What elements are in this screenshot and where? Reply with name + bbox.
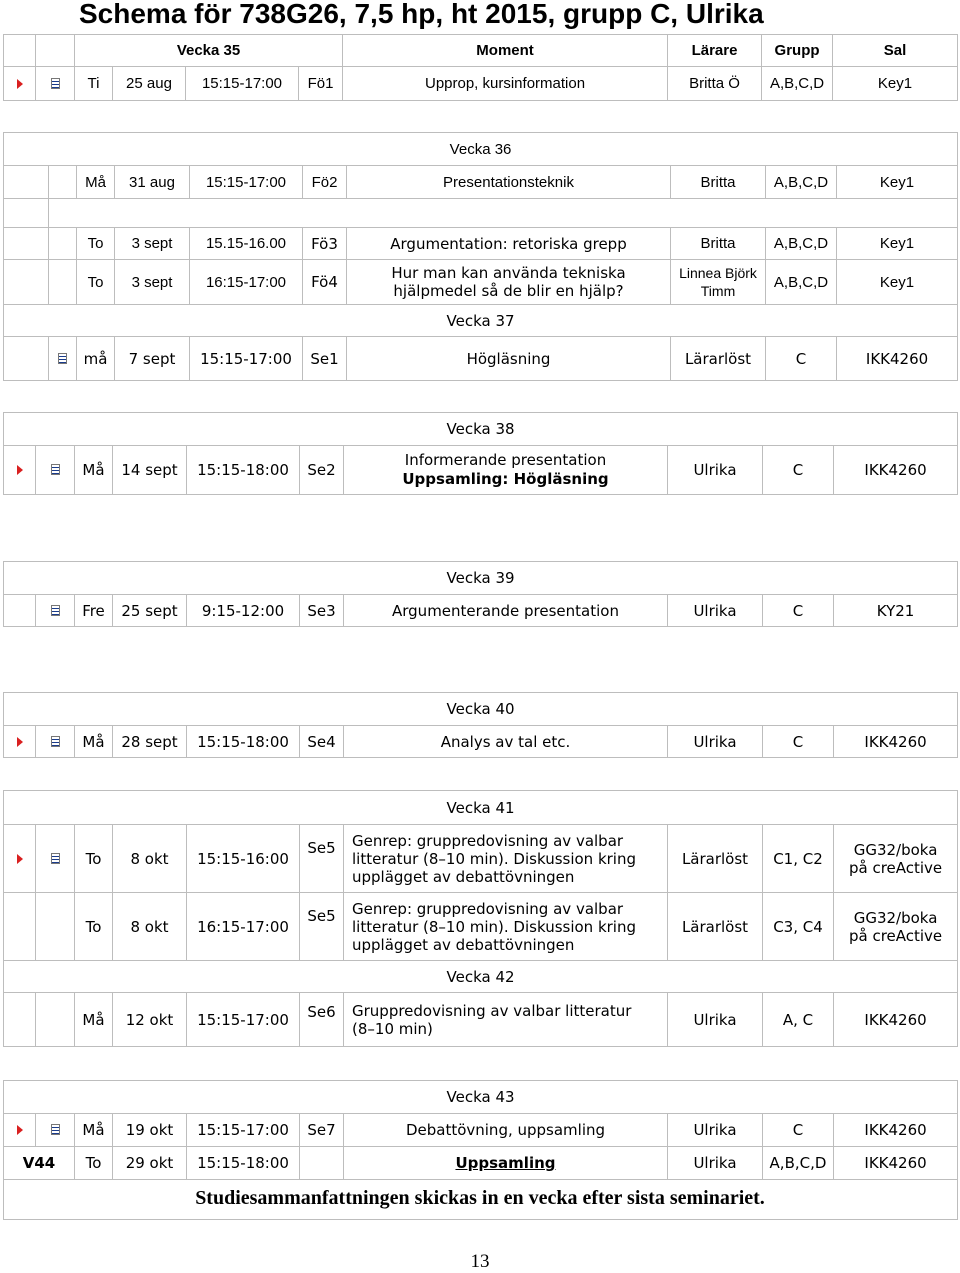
week-heading: Vecka 42	[4, 961, 958, 993]
time-cell: 15:15-16:00	[187, 825, 300, 893]
time-cell: 15:15-17:00	[187, 993, 300, 1047]
spacer-row	[4, 199, 958, 228]
room-cell: IKK4260	[834, 1147, 958, 1180]
document-icon[interactable]	[58, 353, 67, 364]
room-cell: IKK4260	[834, 1114, 958, 1147]
time-cell: 15:15-18:00	[187, 446, 300, 495]
page-number: 13	[470, 1251, 490, 1272]
document-icon[interactable]	[51, 464, 60, 475]
column-header-group: Grupp	[762, 35, 833, 67]
day-cell: To	[75, 1147, 113, 1180]
week-row	[4, 562, 958, 595]
group-cell: C	[763, 1114, 834, 1147]
time-cell: 15:15-18:00	[187, 1147, 300, 1180]
expand-arrow-icon[interactable]	[17, 737, 23, 747]
date-cell: 25 sept	[113, 595, 187, 627]
document-icon[interactable]	[51, 78, 60, 89]
column-header-room: Sal	[833, 35, 958, 67]
page-title: Schema för 738G26, 7,5 hp, ht 2015, grupp C, Ulrika	[79, 0, 764, 29]
week-row	[4, 305, 958, 337]
header-row	[4, 35, 958, 67]
schedule-block-week36-37	[3, 132, 958, 381]
date-cell: 31 aug	[115, 166, 190, 199]
table-row[interactable]	[4, 228, 958, 260]
code-cell: Se3	[300, 595, 344, 627]
moment-cell: Uppsamling	[344, 1147, 668, 1180]
moment-cell: Upprop, kursinformation	[343, 67, 668, 101]
code-cell: Se1	[303, 337, 347, 381]
week-heading: Vecka 39	[4, 562, 958, 595]
time-cell: 15:15-18:00	[187, 726, 300, 758]
time-cell: 16:15-17:00	[187, 893, 300, 961]
day-cell: To	[77, 260, 115, 305]
expand-arrow-icon[interactable]	[17, 854, 23, 864]
week-heading: Vecka 38	[4, 413, 958, 446]
room-cell: Key1	[837, 260, 958, 305]
group-cell: C	[763, 446, 834, 495]
moment-cell: Analys av tal etc.	[344, 726, 668, 758]
teacher-cell: Linnea Björk Timm	[671, 260, 766, 305]
moment-cell: Argumentation: retoriska grepp	[347, 228, 671, 260]
teacher-cell: Britta Ö	[668, 67, 762, 101]
date-cell: 3 sept	[115, 228, 190, 260]
time-cell: 15.15-16.00	[190, 228, 303, 260]
room-cell: GG32/boka på creActive	[834, 893, 958, 961]
moment-line: Informerande presentation	[404, 451, 607, 469]
group-cell: A,B,C,D	[766, 166, 837, 199]
moment-cell: Genrep: gruppredovisning av valbar litteratur (8–10 min). Diskussion kring upplägget av debattövningen	[344, 893, 668, 961]
table-row[interactable]	[4, 337, 958, 381]
moment-cell: Högläsning	[347, 337, 671, 381]
code-cell: Se5	[300, 893, 344, 961]
group-cell: A,B,C,D	[762, 67, 833, 101]
week-heading: Vecka 36	[4, 133, 958, 166]
room-cell: IKK4260	[834, 446, 958, 495]
teacher-cell: Britta	[671, 228, 766, 260]
column-header-moment: Moment	[343, 35, 668, 67]
group-cell: A,B,C,D	[766, 228, 837, 260]
group-cell: A,B,C,D	[763, 1147, 834, 1180]
date-cell: 8 okt	[113, 825, 187, 893]
group-cell: C	[766, 337, 837, 381]
week-heading: Vecka 37	[4, 305, 958, 337]
teacher-cell: Britta	[671, 166, 766, 199]
day-cell: To	[75, 825, 113, 893]
week-row	[4, 1081, 958, 1114]
time-cell: 15:15-17:00	[190, 166, 303, 199]
day-cell: Må	[75, 1114, 113, 1147]
table-row[interactable]	[4, 260, 958, 305]
group-cell: C	[763, 595, 834, 627]
moment-cell: Gruppredovisning av valbar litteratur (8–10 min)	[344, 993, 668, 1047]
day-cell: Ti	[75, 67, 113, 101]
week-row	[4, 133, 958, 166]
teacher-cell: Ulrika	[668, 993, 763, 1047]
code-cell: Se4	[300, 726, 344, 758]
date-cell: 12 okt	[113, 993, 187, 1047]
table-row[interactable]	[4, 595, 958, 627]
date-cell: 14 sept	[113, 446, 187, 495]
code-cell: Fö2	[303, 166, 347, 199]
teacher-cell: Ulrika	[668, 726, 763, 758]
code-cell: Se7	[300, 1114, 344, 1147]
expand-arrow-icon[interactable]	[17, 1125, 23, 1135]
room-cell: IKK4260	[834, 993, 958, 1047]
week-row	[4, 961, 958, 993]
date-cell: 8 okt	[113, 893, 187, 961]
table-row[interactable]	[4, 67, 958, 101]
date-cell: 28 sept	[113, 726, 187, 758]
schedule-block-week41-42	[3, 790, 958, 1047]
table-row[interactable]	[4, 726, 958, 758]
document-icon[interactable]	[51, 605, 60, 616]
document-icon[interactable]	[51, 736, 60, 747]
date-cell: 7 sept	[115, 337, 190, 381]
code-cell: Se6	[300, 993, 344, 1047]
table-row[interactable]	[4, 893, 958, 961]
moment-line-bold: Uppsamling: Högläsning	[402, 470, 609, 488]
day-cell: Må	[75, 446, 113, 495]
moment-cell	[344, 446, 668, 495]
week-heading: Vecka 40	[4, 693, 958, 726]
room-cell: Key1	[833, 67, 958, 101]
table-row[interactable]	[4, 446, 958, 495]
time-cell: 9:15-12:00	[187, 595, 300, 627]
expand-arrow-icon[interactable]	[17, 79, 23, 89]
day-cell: Fre	[75, 595, 113, 627]
footer-note: Studiesammanfattningen skickas in en vecka efter sista seminariet.	[195, 1187, 765, 1209]
week-heading: Vecka 41	[4, 791, 958, 825]
group-cell: A, C	[763, 993, 834, 1047]
teacher-cell: Lärarlöst	[668, 893, 763, 961]
moment-cell: Debattövning, uppsamling	[344, 1114, 668, 1147]
teacher-cell: Ulrika	[668, 446, 763, 495]
room-cell: KY21	[834, 595, 958, 627]
document-icon[interactable]	[51, 853, 60, 864]
teacher-cell: Ulrika	[668, 1114, 763, 1147]
date-cell: 29 okt	[113, 1147, 187, 1180]
group-cell: A,B,C,D	[766, 260, 837, 305]
table-row[interactable]	[4, 166, 958, 199]
document-icon[interactable]	[51, 1124, 60, 1135]
date-cell: 25 aug	[113, 67, 186, 101]
code-cell: Fö1	[299, 67, 343, 101]
table-row[interactable]	[4, 993, 958, 1047]
moment-cell: Genrep: gruppredovisning av valbar litteratur (8–10 min). Diskussion kring upplägget av debattövningen	[344, 825, 668, 893]
time-cell: 15:15-17:00	[187, 1114, 300, 1147]
schedule-block-week35	[3, 34, 958, 101]
teacher-cell: Ulrika	[668, 1147, 763, 1180]
code-cell: Se5	[300, 825, 344, 893]
group-cell: C	[763, 726, 834, 758]
moment-cell: Presentationsteknik	[347, 166, 671, 199]
day-cell: Må	[77, 166, 115, 199]
room-cell: IKK4260	[834, 726, 958, 758]
time-cell: 15:15-17:00	[186, 67, 299, 101]
room-cell: Key1	[837, 228, 958, 260]
week-row	[4, 413, 958, 446]
teacher-cell: Ulrika	[668, 595, 763, 627]
column-header-teacher: Lärare	[668, 35, 762, 67]
day-cell: To	[75, 893, 113, 961]
schedule-block-week38	[3, 412, 958, 495]
teacher-cell: Lärarlöst	[671, 337, 766, 381]
room-cell: IKK4260	[837, 337, 958, 381]
day-cell: Må	[75, 726, 113, 758]
room-cell: Key1	[837, 166, 958, 199]
week-label: V44	[4, 1147, 75, 1180]
schedule-block-week40	[3, 692, 958, 758]
table-row[interactable]	[4, 825, 958, 893]
code-cell: Fö4	[303, 260, 347, 305]
moment-cell: Argumenterande presentation	[344, 595, 668, 627]
time-cell: 16:15-17:00	[190, 260, 303, 305]
code-cell: Fö3	[303, 228, 347, 260]
expand-arrow-icon[interactable]	[17, 465, 23, 475]
day-cell: To	[77, 228, 115, 260]
moment-cell: Hur man kan använda tekniska hjälpmedel så de blir en hjälp?	[347, 260, 671, 305]
table-row[interactable]	[4, 1147, 958, 1180]
schedule-block-week39	[3, 561, 958, 627]
group-cell: C1, C2	[763, 825, 834, 893]
table-row[interactable]	[4, 1114, 958, 1147]
group-cell: C3, C4	[763, 893, 834, 961]
date-cell: 19 okt	[113, 1114, 187, 1147]
week-heading: Vecka 43	[4, 1081, 958, 1114]
code-cell: Se2	[300, 446, 344, 495]
week-heading: Vecka 35	[75, 35, 343, 67]
teacher-cell: Lärarlöst	[668, 825, 763, 893]
week-row	[4, 791, 958, 825]
room-cell: GG32/boka på creActive	[834, 825, 958, 893]
day-cell: Må	[75, 993, 113, 1047]
date-cell: 3 sept	[115, 260, 190, 305]
week-row	[4, 693, 958, 726]
time-cell: 15:15-17:00	[190, 337, 303, 381]
day-cell: må	[77, 337, 115, 381]
